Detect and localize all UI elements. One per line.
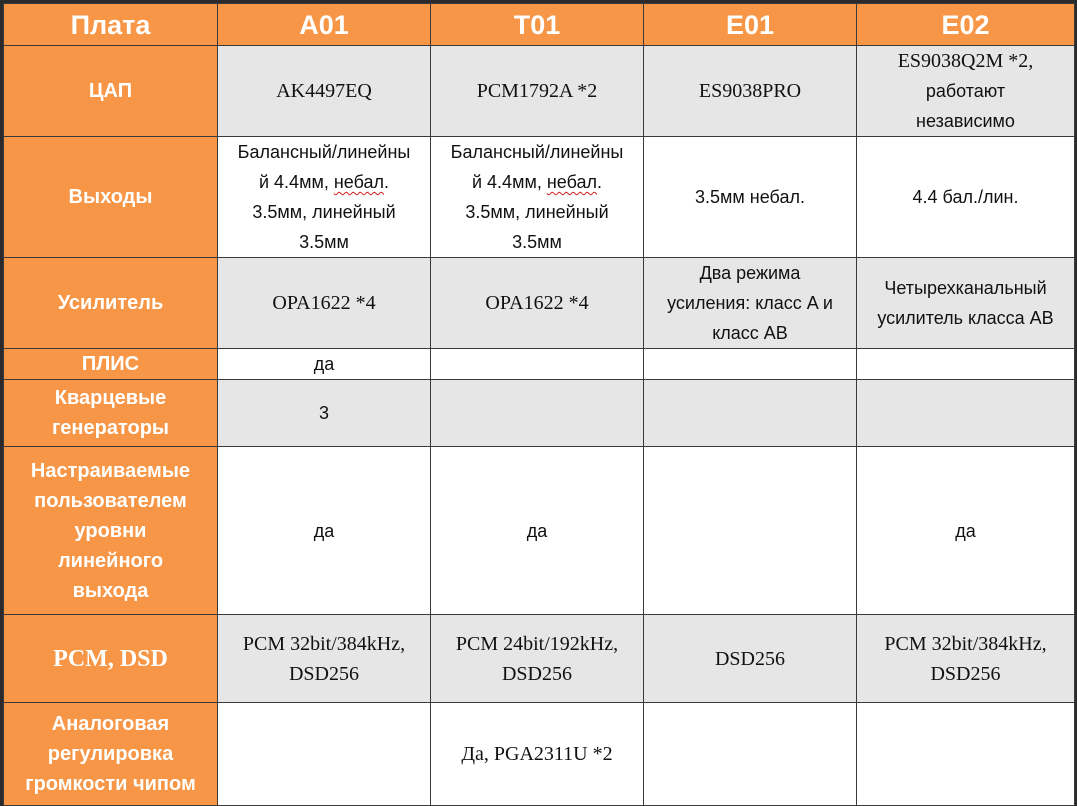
row-label-volume — [4, 703, 218, 806]
row-label-crystals-line2: генераторы — [51, 417, 170, 439]
cell-amp-e02 — [857, 258, 1075, 349]
row-label-volume-line3: громкости чипом — [25, 773, 196, 795]
board-comparison-table — [3, 3, 1075, 806]
cell-amp-e01 — [644, 258, 857, 349]
cell-outputs-t01 — [431, 137, 644, 258]
cell-pcm-dsd-t01-line1: PCM 24bit/192kHz, — [455, 632, 619, 655]
cell-line-levels-t01: да — [431, 447, 644, 615]
cell-outputs-t01-line2 — [437, 167, 637, 197]
row-label-fpga: ПЛИС — [4, 349, 218, 380]
row-amp — [4, 258, 1075, 349]
cell-outputs-a01-line2 — [224, 167, 424, 197]
cell-outputs-a01-line1: Балансный/линейны — [237, 142, 411, 162]
row-crystals — [4, 380, 1075, 447]
cell-pcm-dsd-a01-line1: PCM 32bit/384kHz, — [242, 632, 406, 655]
cell-amp-e02-line2: усилитель класса AB — [877, 308, 1054, 328]
header-board-a01: A01 — [218, 4, 431, 46]
cell-fpga-a01: да — [218, 349, 431, 380]
cell-outputs-t01-line3: 3.5мм, линейный — [465, 202, 609, 222]
cell-crystals-a01: 3 — [218, 380, 431, 447]
cell-amp-e01-line3: класс AB — [712, 323, 788, 343]
row-label-pcm-dsd: PCM, DSD — [4, 615, 218, 703]
cell-outputs-a01-line2c: . — [384, 172, 390, 192]
cell-dac-t01: PCM1792A *2 — [431, 46, 644, 137]
row-label-dac: ЦАП — [4, 46, 218, 137]
row-label-line-levels-line2: пользователем — [34, 489, 187, 512]
cell-outputs-a01-line3: 3.5мм, линейный — [252, 202, 396, 222]
cell-volume-t01: Да, PGA2311U *2 — [431, 703, 644, 806]
cell-dac-a01: AK4497EQ — [218, 46, 431, 137]
cell-dac-e02-line1: ES9038Q2M *2, — [897, 50, 1034, 72]
cell-pcm-dsd-e02-line2: DSD256 — [930, 662, 1001, 685]
cell-amp-e01-line1: Два режима — [699, 263, 801, 283]
row-label-outputs: Выходы — [4, 137, 218, 258]
cell-outputs-a01-line4: 3.5мм — [299, 232, 349, 252]
row-label-crystals — [4, 380, 218, 447]
row-outputs — [4, 137, 1075, 258]
cell-dac-e01: ES9038PRO — [644, 46, 857, 137]
row-label-amp: Усилитель — [4, 258, 218, 349]
cell-outputs-t01-line1: Балансный/линейны — [450, 142, 624, 162]
row-label-volume-line1: Аналоговая — [51, 713, 170, 735]
row-label-line-levels-line3: уровни — [74, 519, 147, 542]
cell-amp-e02-line1: Четырехканальный — [884, 278, 1047, 298]
cell-outputs-a01-line2a: й 4.4мм, — [258, 172, 334, 192]
cell-volume-e01 — [644, 703, 857, 806]
header-board-t01: T01 — [431, 4, 644, 46]
row-label-crystals-line1: Кварцевые — [54, 387, 167, 409]
row-line-levels — [4, 447, 1075, 615]
cell-amp-a01: OPA1622 *4 — [218, 258, 431, 349]
cell-pcm-dsd-e02-line1: PCM 32bit/384kHz, — [884, 632, 1047, 655]
cell-outputs-e02: 4.4 бал./лин. — [857, 137, 1075, 258]
cell-pcm-dsd-t01 — [431, 615, 644, 703]
cell-line-levels-e02: да — [857, 447, 1075, 615]
row-label-volume-line2: регулировка — [47, 743, 174, 765]
cell-dac-e02 — [857, 46, 1075, 137]
cell-line-levels-a01: да — [218, 447, 431, 615]
row-fpga — [4, 349, 1075, 380]
header-board-e01: E01 — [644, 4, 857, 46]
cell-pcm-dsd-e01: DSD256 — [644, 615, 857, 703]
row-label-line-levels-line1: Настраиваемые — [30, 459, 191, 482]
cell-crystals-e01 — [644, 380, 857, 447]
row-label-line-levels-line5: выхода — [72, 579, 149, 602]
cell-amp-t01: OPA1622 *4 — [431, 258, 644, 349]
row-volume — [4, 703, 1075, 806]
row-pcm-dsd — [4, 615, 1075, 703]
cell-fpga-e01 — [644, 349, 857, 380]
cell-dac-e02-line2: работают — [925, 81, 1006, 101]
cell-fpga-e02 — [857, 349, 1075, 380]
cell-outputs-t01-line2b: небал — [546, 172, 597, 192]
row-label-line-levels-line4: линейного — [57, 549, 164, 572]
spec-table-frame — [3, 3, 1074, 800]
cell-outputs-e01: 3.5мм небал. — [644, 137, 857, 258]
cell-outputs-a01 — [218, 137, 431, 258]
row-label-line-levels — [4, 447, 218, 615]
cell-outputs-t01-line4: 3.5мм — [512, 232, 562, 252]
cell-pcm-dsd-e02 — [857, 615, 1075, 703]
header-row — [4, 4, 1075, 46]
header-board-e02: E02 — [857, 4, 1075, 46]
header-corner-cell: Плата — [4, 4, 218, 46]
cell-line-levels-e01 — [644, 447, 857, 615]
cell-pcm-dsd-a01 — [218, 615, 431, 703]
cell-pcm-dsd-t01-line2: DSD256 — [501, 662, 572, 685]
row-dac — [4, 46, 1075, 137]
cell-outputs-a01-line2b: небал — [333, 172, 384, 192]
cell-crystals-t01 — [431, 380, 644, 447]
cell-crystals-e02 — [857, 380, 1075, 447]
cell-pcm-dsd-a01-line2: DSD256 — [288, 662, 359, 685]
cell-volume-a01 — [218, 703, 431, 806]
cell-outputs-t01-line2a: й 4.4мм, — [471, 172, 547, 192]
cell-amp-e01-line2: усиления: класс A и — [667, 293, 833, 313]
cell-volume-e02 — [857, 703, 1075, 806]
cell-fpga-t01 — [431, 349, 644, 380]
cell-dac-e02-line3: независимо — [916, 111, 1015, 131]
cell-outputs-t01-line2c: . — [597, 172, 603, 192]
